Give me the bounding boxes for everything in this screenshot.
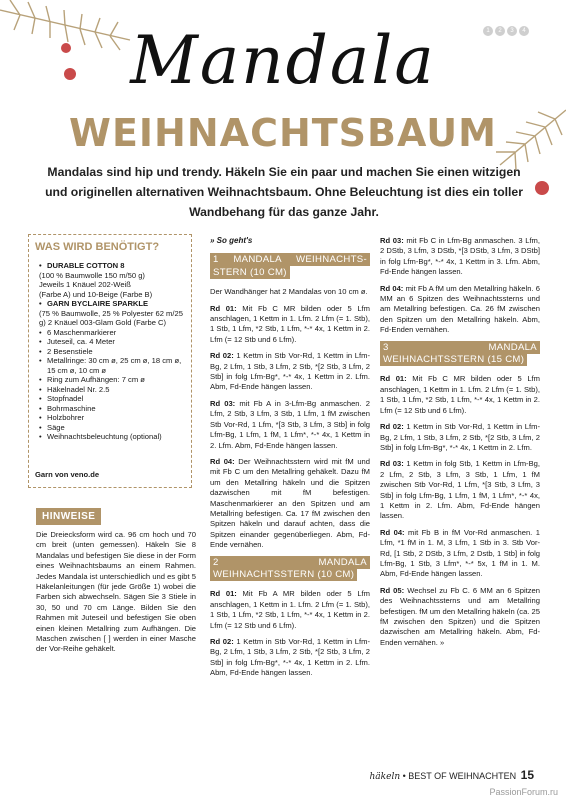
instruction-paragraph: Rd 03: 1 Kettm in folg Stb, 1 Kettm in Lfm-Bg, 2 Lfm, 2 Stb, 3 Lfm, 3 Stb, 1 Lfm, 1 fM zwischen Stb Vor-Rd, 1 Lfm, *[3 Stb, 3 Lfm, 3 Stb] in folg Lfm-Bg, 1 Lfm, 1 fM, 1 Lfm*, *-* 4x, 1 Kettm in 2. Lfm. Abm, Fd-Ende hängen lassen. <box>380 459 540 521</box>
material-item: • Stopfnadel <box>39 394 191 404</box>
so-gehts-label: » So geht's <box>210 236 253 245</box>
page-footer <box>370 768 535 782</box>
instructions-column-2 <box>210 236 370 685</box>
instruction-paragraph: Rd 04: mit Fb B in fM Vor-Rd anmaschen. 1 Lfm, *1 fM in 1. M, 3 Lfm, 1 Stb in 3. Stb Vor-Rd, [1 Stb, 2 DStb, 3 Lfm, 2 Dstb, 1 Stb] in folg Lfm-Bg, 1 Stb, 3 Lfm*, *-* 5x, 1 fM in 1. M. Abm, Fd-Ende hängen lassen. <box>380 527 540 579</box>
section-2-text <box>210 589 370 678</box>
material-item: • 2 Besenstiele <box>39 347 191 357</box>
instruction-paragraph: Rd 02: 1 Kettm in Stb Vor-Rd, 1 Kettm in Lfm-Bg, 2 Lfm, 1 Stb, 3 Lfm, 2 Stb, *[2 Stb, 3 Lfm, 2 Stb] in folg Lfm-Bg*, *-* 4x, 1 Kettm in 2. Lfm. Abm, Fd-Ende hängen lassen. <box>210 351 370 392</box>
material-item: • Holzbohrer <box>39 413 191 423</box>
intro-text: Mandalas sind hip und trendy. Häkeln Sie ein paar und machen Sie einen witzigen und originellen alternativen Weihnachtsbaum. Ohne Beleuchtung ist dies ein toller Wandbehang für das ganze Jahr. <box>45 165 523 219</box>
material-item: • Ring zum Aufhängen: 7 cm ø <box>39 375 191 385</box>
section-heading-3: 3 MANDALA WEIHNACHTSSTERN (15 CM) <box>380 341 540 366</box>
material-item: • 6 Maschenmarkierer <box>39 328 191 338</box>
page-title: WEIHNACHTSBAUM <box>69 111 497 155</box>
material-item: (Farbe A) und 10-Beige (Farbe B) <box>39 289 153 299</box>
material-item: • Säge <box>39 423 191 433</box>
page-dot-icon: 3 <box>507 26 517 36</box>
instructions-column-3 <box>380 236 540 654</box>
instruction-paragraph: Rd 05: Wechsel zu Fb C. 6 MM an 6 Spitzen des Weihnachtssterns und am Metallring befestigen. fM um den Metallring häkeln (ca. 25 fM zwischen den Spitzen) und die Spitzen dazwischen am Metallring häkeln. Abm, Fd-Enden vernähen. » <box>380 585 540 647</box>
material-item: • Bohrmaschine <box>39 404 191 414</box>
material-item: (75 % Baumwolle, 25 % Polyester 62 m/25 g) 2 Knäuel 003-Glam Gold (Farbe C) <box>39 308 183 327</box>
section-heading-2: 2 MANDALA WEIHNACHTSSTERN (10 CM) <box>210 556 370 581</box>
magazine-brand: häkeln <box>369 772 401 782</box>
page-dot-icon: 2 <box>495 26 505 36</box>
materials-list <box>29 261 191 442</box>
material-item: • Metallringe: 30 cm ø, 25 cm ø, 18 cm ø, 15 cm ø, 10 cm ø <box>39 356 191 375</box>
instruction-paragraph: Rd 04: mit Fb A fM um den Metallring häkeln. 6 MM an 6 Spitzen des Weihnachtssterns und am Metallring befestigen. Ca. 26 fM zwischen den Spitzen um den Metallring häkeln. Abm, Fd-Enden vernähen. <box>380 283 540 335</box>
footer-text: • BEST OF WEIHNACHTEN <box>400 771 517 781</box>
material-item: • Juteseil, ca. 4 Meter <box>39 337 191 347</box>
title-script: Mandala <box>130 22 436 99</box>
page-dot-icon: 1 <box>483 26 493 36</box>
instruction-paragraph: Rd 03: mit Fb A in 3-Lfm-Bg anmaschen. 2 Lfm, 2 Stb, 3 Lfm, 3 Stb, 1 Lfm, 1 fM zwischen Stb Vor-Rd, 1 Lfm, *[3 Stb, 3 Lfm, 3 Stb] in folg Lfm-Bg, 1 Lfm, 1 fM, 1 Lfm*, *-* 4x, 1 Kettm in 2. Lfm. Abm, Fd-Ende hängen lassen. <box>210 398 370 450</box>
instruction-paragraph: Rd 02: 1 Kettm in Stb Vor-Rd, 1 Kettm in Lfm-Bg, 2 Lfm, 1 Stb, 3 Lfm, 2 Stb, *[2 Stb, 3 Lfm, 2 Stb] in folg Lfm-Bg*, *-* 4x, 1 Kettm in 2. Lfm. <box>380 422 540 452</box>
instruction-paragraph: Der Wandhänger hat 2 Mandalas von 10 cm ø. <box>210 287 368 297</box>
section-heading-1: 1 MANDALA WEIHNACHTS-STERN (10 CM) <box>210 253 370 278</box>
materials-box <box>28 234 192 488</box>
material-item: (100 % Baumwolle 150 m/50 g) <box>39 270 145 280</box>
section-3-text <box>380 374 540 648</box>
hint-heading: HINWEISE <box>36 508 101 525</box>
page-dot-icon: 4 <box>519 26 529 36</box>
material-item: Jeweils 1 Knäuel 202-Weiß <box>39 280 131 289</box>
instruction-paragraph: Rd 02: 1 Kettm in Stb Vor-Rd, 1 Kettm in Lfm-Bg, 2 Lfm, 1 Stb, 3 Lfm, 2 Stb, *[2 Stb, 3 Lfm, 2 Stb] in folg Lfm-Bg*, *-* 4x, 1 Kettm in 2. Lfm. Abm, Fd-Ende hängen lassen. <box>210 637 370 678</box>
site-watermark: PassionForum.ru <box>489 787 558 797</box>
material-item: • DURABLE COTTON 8 <box>39 261 191 271</box>
material-item: • Weihnachtsbeleuchtung (optional) <box>39 432 191 442</box>
instruction-paragraph: Rd 04: Der Weihnachtsstern wird mit fM und mit Fb C um den Metallring gehäkelt. Dazu fM um den Metallring häkeln und die Spitzen dazwischen mit fM befestigen. Maschenmarkierer an den Spitzen und am Metallring befestigen. Ca. 17 fM zwischen den Spitzen häkeln und darauf achten, dass die Spitzen einander gegenüberliegen. Abm, Fd-Ende vernähen. <box>210 456 370 550</box>
hint-text: Die Dreiecksform wird ca. 96 cm hoch und 70 cm breit (unten gemessen). Häkeln Sie 8 Mandalas und befestigen Sie diese in der Form eines Weihnachtsbaums an einem Rahmen. Jedes Mandala ist unterschiedlich und es gibt 5 Häkelanleitungen (für jede Größe 1) wobei die Farben sich abwechseln. Sägen Sie 3 Stiele in 30, 50 und 70 cm Länge. Bilden Sie den Rahmen mit Juteseil und befestigen Sie oben einen kleinen Metallring zum Aufhängen. Die Maschen zwischen [ ] werden in einer Masche der Vor-Reihe gehäkelt. <box>36 530 196 654</box>
instruction-paragraph: Rd 03: mit Fb C in Lfm-Bg anmaschen. 3 Lfm, 2 DStb, 3 Lfm, 3 DStb, *[3 DStb, 3 Lfm, 3 DStb] in folg Lfm-Bg*, *-* 4x, 1 Kettm in 3. Lfm. Abm, Fd-Ende hängen lassen. <box>380 236 540 277</box>
instruction-paragraph: Rd 01: Mit Fb A MR bilden oder 5 Lfm anschlagen, 1 Kettm in 1. Lfm. 2 Lfm (= 1. Stb), 1 Stb, 1 Lfm, *2 Stb, 1 Lfm, *-* 4x, 1 Kettm in 2. Lfm (= 12 Stb und 6 Lfm). <box>210 589 370 630</box>
section-1-text <box>210 287 370 550</box>
instruction-paragraph: Rd 01: Mit Fb C MR bilden oder 5 Lfm anschlagen, 1 Kettm in 1. Lfm. 2 Lfm (= 1. Stb), 1 Stb, 1 Lfm, *2 Stb, 1 Lfm, *-* 4x, 1 Kettm in 2. Lfm (= 12 Stb und 6 Lfm). <box>210 303 370 344</box>
material-item: • GARN BYCLAIRE SPARKLE <box>39 299 191 309</box>
page-number: 15 <box>520 768 534 782</box>
section-2-continued-text <box>380 236 540 336</box>
yarn-source: Garn von veno.de <box>35 470 100 479</box>
materials-heading: WAS WIRD BENÖTIGT? <box>35 241 160 253</box>
material-item: • Häkelnadel Nr. 2.5 <box>39 385 191 395</box>
instruction-paragraph: Rd 01: Mit Fb C MR bilden oder 5 Lfm anschlagen, 1 Kettm in 1. Lfm. 2 Lfm (= 1. Stb), 1 Stb, 1 Lfm, *2 Stb, 1 Lfm, *-* 4x, 1 Kettm in 2. Lfm (= 12 Stb und 6 Lfm). <box>380 374 540 415</box>
